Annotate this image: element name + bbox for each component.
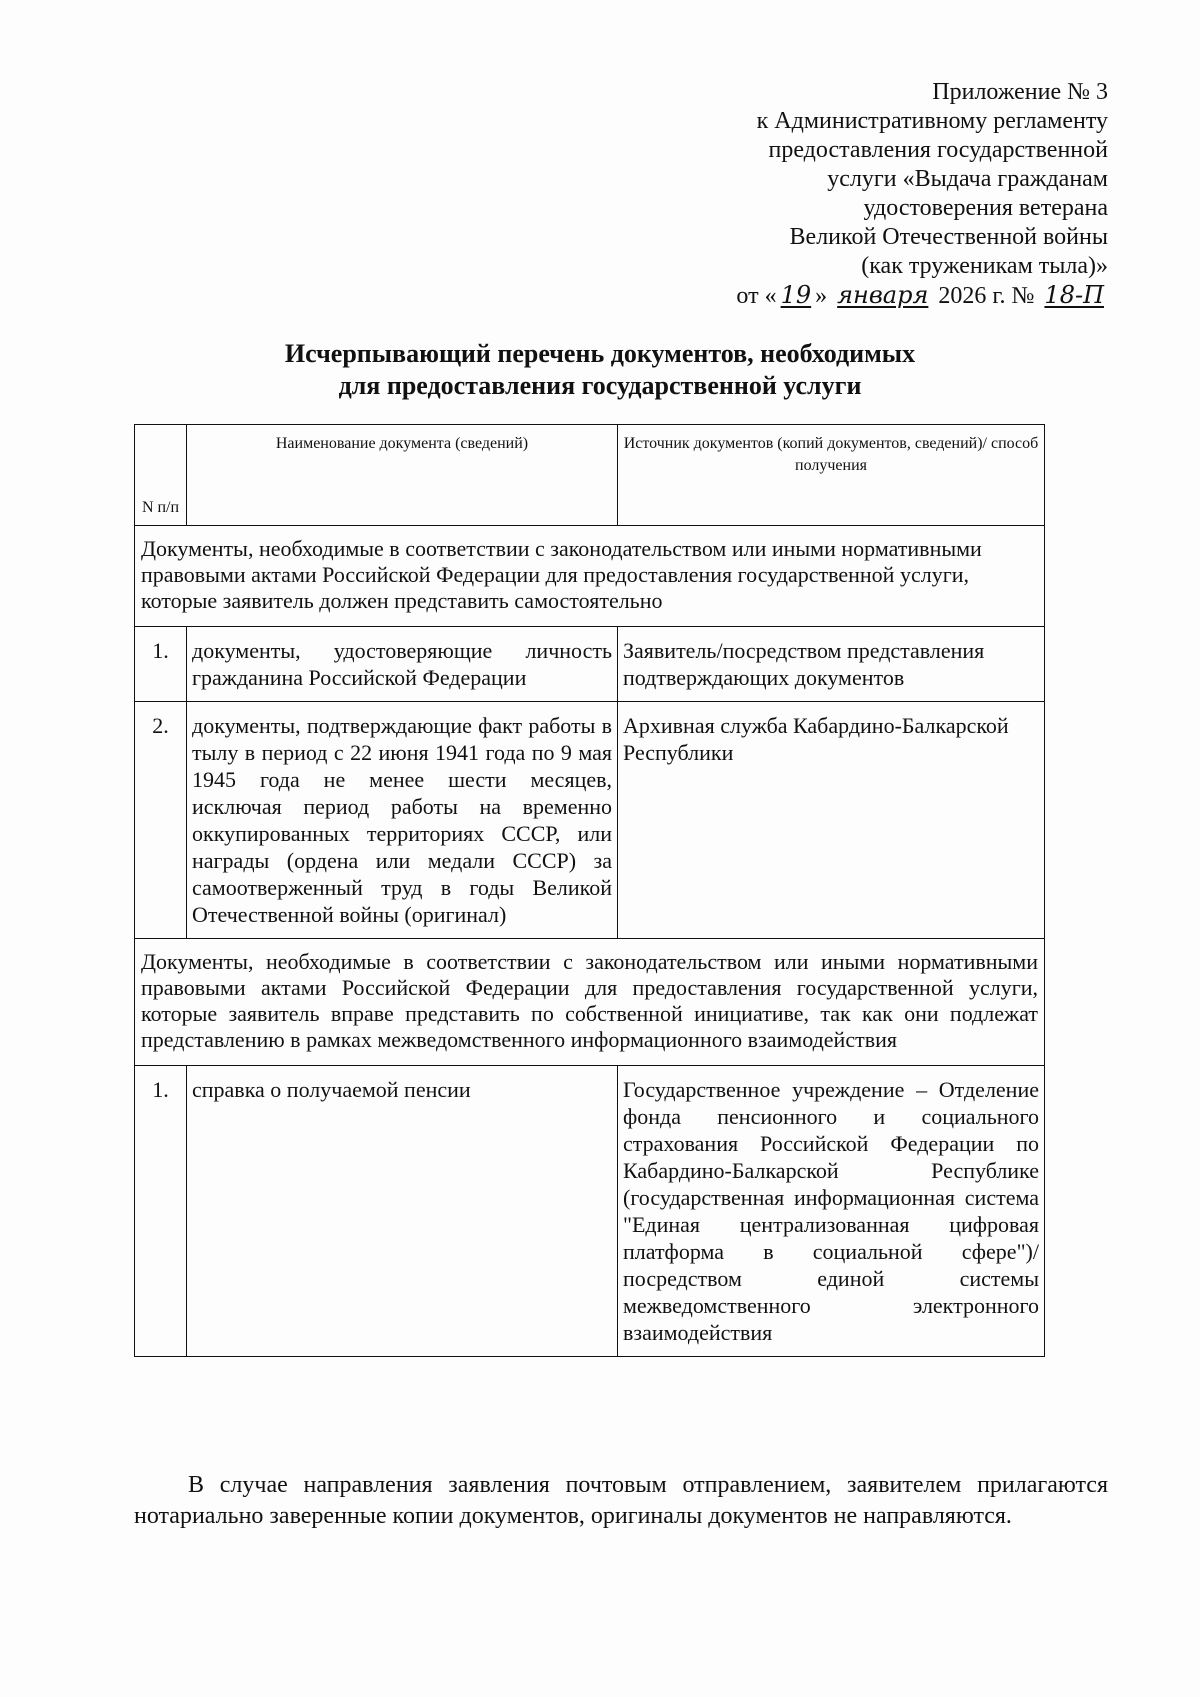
row-doc-name: документы, удостоверяющие личность гражданина Российской Федерации [187,627,618,702]
header-num: N п/п [135,425,187,526]
table-header-row [135,425,1045,526]
date-prefix: от « [736,283,777,309]
row-doc-source: Заявитель/посредством представления подтверждающих документов [618,627,1045,702]
documents-table [134,424,1045,1357]
date-year: 2026 г. № [938,283,1035,309]
document-title [0,338,1200,402]
date-month-handwritten: января [837,281,929,309]
row-doc-source: Архивная служба Кабардино-Балкарской Республики [618,702,1045,939]
section-2-heading: Документы, необходимые в соответствии с законодательством или иными нормативными правовыми актами Российской Федерации для предоставления государственной услуги, которые заявитель вправе представить по собственной инициативе, так как они подлежат представлению в рамках межведомственного информационного взаимодействия [135,939,1045,1066]
annex-line-7: (как труженикам тыла)» [861,253,1108,279]
table-row [135,1066,1045,1357]
row-doc-name: справка о получаемой пенсии [187,1066,618,1357]
date-day-handwritten: 19 [780,281,812,309]
annex-header [508,78,1108,311]
annex-date-line [508,281,1108,311]
row-doc-source: Государственное учреждение – Отделение фонда пенсионного и социального страхования Российской Федерации по Кабардино-Балкарской Республике (государственная информационная система "Единая централизованная цифровая платформа в социальной сфере")/ посредством единой системы межведомственного электронного взаимодействия [618,1066,1045,1357]
table-row [135,702,1045,939]
row-num: 1. [135,627,187,702]
header-name: Наименование документа (сведений) [187,425,618,526]
title-line-1: Исчерпывающий перечень документов, необходимых [284,339,916,368]
annex-line-5: удостоверения ветерана [863,195,1108,221]
annex-line-4: услуги «Выдача гражданам [827,166,1108,192]
section-2-row [135,939,1045,1066]
date-number-handwritten: 18-П [1044,281,1104,309]
title-line-2: для предоставления государственной услуги [338,371,862,400]
annex-line-6: Великой Отечественной войны [789,224,1108,250]
footnote-paragraph: В случае направления заявления почтовым отправлением, заявителем прилагаются нотариально заверенные копии документов, оригиналы документов не направляются. [134,1472,1108,1529]
header-source: Источник документов (копий документов, сведений)/ способ получения [618,425,1045,526]
row-num: 2. [135,702,187,939]
table-row [135,627,1045,702]
annex-line-3: предоставления государственной [768,137,1108,163]
date-mid: » [815,283,828,309]
row-doc-name: документы, подтверждающие факт работы в тылу в период с 22 июня 1941 года по 9 мая 1945 года не менее шести месяцев, исключая период работы на временно оккупированных территориях СССР, или награды (ордена или медали СССР) за самоотверженный труд в годы Великой Отечественной войны (оригинал) [187,702,618,939]
section-1-row [135,526,1045,627]
row-num: 1. [135,1066,187,1357]
section-1-heading: Документы, необходимые в соответствии с законодательством или иными нормативными правовыми актами Российской Федерации для предоставления государственной услуги, которые заявитель должен представить самостоятельно [135,526,1045,627]
annex-line-2: к Административному регламенту [756,108,1108,134]
annex-line-1: Приложение № 3 [932,79,1108,105]
